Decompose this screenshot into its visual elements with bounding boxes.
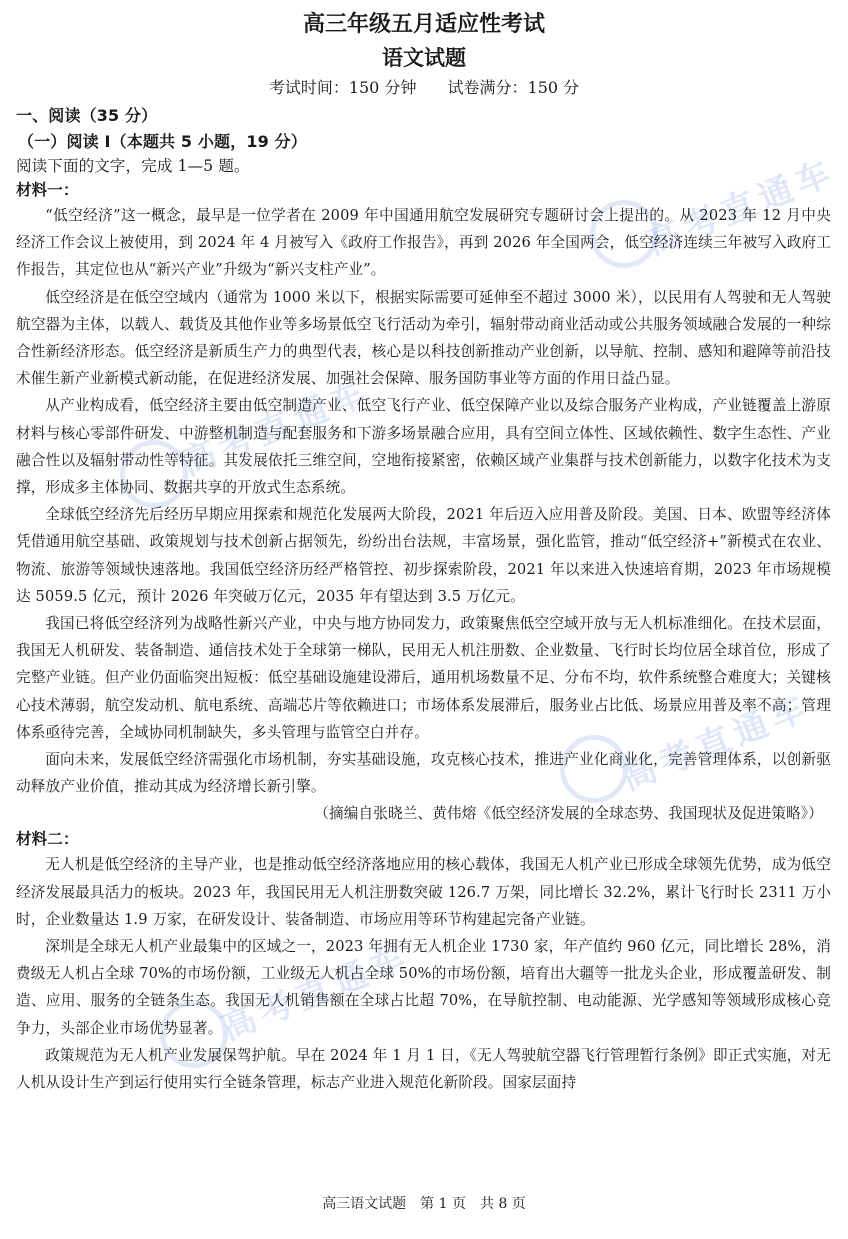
exam-meta [0,76,848,100]
exam-content [16,104,831,1096]
exam-title: 高三年级五月适应性考试 [302,12,545,37]
watermark-text: 高考直通车 [641,151,842,264]
material-label: 材料二： [16,830,79,849]
paragraph: 我国已将低空经济列为战略性新兴产业，中央与地方协同发力，政策聚焦低空空域开放与无人机标准细化。在技术层面，我国无人机研发、装备制造、通信技术处于全球第一梯队，民用无人机注册数、企业数量、飞行时长均位居全球首位，形成了完整产业链。但产业仍面临突出短板：低空基础设施建设滞后，通用机场数量不足、分布不均，软件系统整合难度大；关键核心技术薄弱，航空发动机、航电系统、高端芯片等依赖进口；市场体系发展滞后，服务业占比低、场景应用普及率不高；管理体系亟待完善，全域协同机制缺失，多头管理与监管空白并存。 [16,615,831,741]
instruction: 阅读下面的文字，完成 1—5 题。 [16,157,250,175]
subject-title: 语文试题 [382,46,466,70]
paragraph: 无人机是低空经济的主导产业，也是推动低空经济落地应用的核心载体，我国无人机产业已形成全球领先优势，成为低空经济发展最具活力的板块。2023 年，我国民用无人机注册数突破 126.7 万架，同比增长 32.2%，累计飞行时长 2311 万小时，企业数量达 1.9 万家，在研发设计、装备制造、市场应用等环节构建起完备产业链。 [16,856,831,928]
paragraph: 深圳是全球无人机产业最集中的区域之一，2023 年拥有无人机企业 1730 家，年产值约 960 亿元，同比增长 28%，消费级无人机占全球 70%的市场份额，工业级无人机占全球 50%的市场份额，培育出大疆等一批龙头企业，形成覆盖研发、制造、应用、服务的全链条生态。我国无人机销售额在全球占比超 70%，在导航控制、电动能源、光学感知等领域形成核心竞争力，头部企业市场优势显著。 [16,938,831,1037]
exam-time: 考试时间：150 分钟 [268,78,417,97]
paragraph: 从产业构成看，低空经济主要由低空制造产业、低空飞行产业、低空保障产业以及综合服务产业构成，产业链覆盖上游原材料与核心零部件研发、中游整机制造与配套服务和下游多场景融合应用，具有空间立体性、区域依赖性、数字生态性、产业融合性以及辐射带动性等特征。其发展依托三维空间，空地衔接紧密，依赖区域产业集群与技术创新能力，以数字化技术为支撑，形成多主体协同、数据共享的开放式生态系统。 [16,397,831,497]
page-footer: 高三语文试题 第 1 页 共 8 页 [322,1196,526,1212]
paragraph: 低空经济是在低空空域内（通常为 1000 米以下，根据实际需要可延伸至不超过 3000 米），以民用有人驾驶和无人驾驶航空器为主体，以载人、载货及其他作业等多场景低空飞行活动为牵引，辐射带动商业活动或公共服务领域融合发展的一种综合性新经济形态。低空经济是新质生产力的典型代表，核心是以科技创新推动产业创新，以导航、控制、感知和避障等前沿技术催生新产业新模式新动能，在促进经济发展、加强社会保障、服务国防事业等方面的作用日益凸显。 [16,288,831,388]
watermark-text: 高考直通车 [616,686,817,799]
material-label: 材料一： [16,181,79,199]
watermark-text: 高考直通车 [216,936,417,1049]
paragraph: 全球低空经济先后经历早期应用探索和规范化发展两大阶段，2021 年后迈入应用普及阶段。美国、日本、欧盟等经济体凭借通用航空基础、政策规划与技术创新占据领先，纷纷出台法规，丰富场景，强化监管，推动“低空经济+”新模式在农业、物流、旅游等领域快速落地。我国低空经济历经严格管控、初步探索阶段，2021 年以来进入快速培育期，2023 年市场规模达 5059.5 亿元，预计 2026 年突破万亿元，2035 年有望达到 3.5 万亿元。 [16,506,831,605]
paragraph: 政策规范为无人机产业发展保驾护航。早在 2024 年 1 月 1 日，《无人驾驶航空器飞行管理暂行条例》即正式实施，对无人机从设计生产到运行使用实行全链条管理，标志产业进入规范化新阶段。国家层面持 [16,1046,831,1092]
watermark-text: 高考直通车 [176,371,377,484]
full-score: 试卷满分：150 分 [447,78,580,97]
paragraph: “低空经济”这一概念，最早是一位学者在 2009 年中国通用航空发展研究专题研讨会上提出的。从 2023 年 12 月中央经济工作会议上被使用，到 2024 年 4 月被写入《政府工作报告》，再到 2026 年全国两会，低空经济连续三年被写入政府工作报告，其定位也从“新兴产业”升级为“新兴支柱产业”。 [16,207,831,279]
subsection-heading: （一）阅读 I（本题共 5 小题，19 分） [18,132,307,151]
paragraph: 面向未来，发展低空经济需强化市场机制，夯实基础设施，攻克核心技术，推进产业化商业化，完善管理体系，以创新驱动释放产业价值，推动其成为经济增长新引擎。 [16,751,831,796]
source-citation: （摘编自张晓兰、黄伟熔《低空经济发展的全球态势、我国现状及促进策略》） [314,805,823,823]
section-heading: 一、阅读（35 分） [16,106,158,125]
